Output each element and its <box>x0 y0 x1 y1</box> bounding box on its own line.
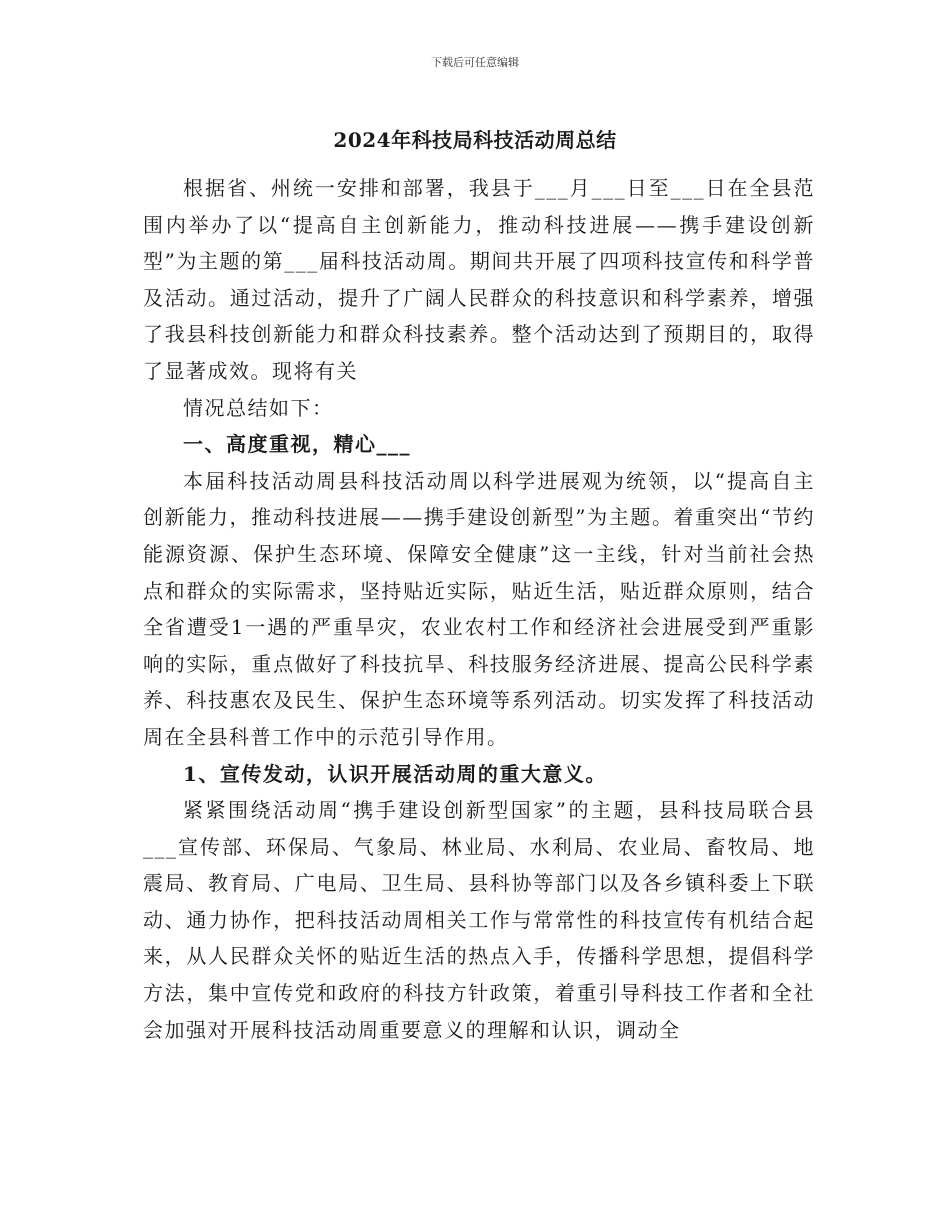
section-heading: 一、高度重视，精心___ <box>183 432 411 457</box>
body-paragraph: 紧紧围绕活动周“携手建设创新型国家”的主题，县科技局联合县___宣传部、环保局、气象局、林业局、水利局、农业局、畜牧局、地震局、教育局、广电局、卫生局、县科协等部门以及各乡镇科委上下联动、通力协作，把科技活动周相关工作与常常性的科技宣传有机结合起来，从人民群众关怀的贴近生活的热点入手，传播科学思想，提倡科学方法，集中宣传党和政府的科技方针政策，着重引导科技工作者和全社会加强对开展科技活动周重要意义的理解和认识，调动全 <box>143 798 815 1042</box>
section-heading: 1、宣传发动，认识开展活动周的重大意义。 <box>183 761 607 786</box>
body-paragraph: 根据省、州统一安排和部署，我县于___月___日至___日在全县范围内举办了以“提高自主创新能力，推动科技进展——携手建设创新型”为主题的第___届科技活动周。期间共开展了四项科技宣传和科学普及活动。通过活动，提升了广阔人民群众的科技意识和科学素养，增强了我县科技创新能力和群众科技素养。整个活动达到了预期目的，取得了显著成效。现将有关 <box>143 176 815 383</box>
body-paragraph: 本届科技活动周县科技活动周以科学进展观为统领，以“提高自主创新能力，推动科技进展——携手建设创新型”为主题。着重突出“节约能源资源、保护生态环境、保障安全健康”这一主线，针对当前社会热点和群众的实际需求，坚持贴近实际，贴近生活，贴近群众原则，结合全省遭受1一遇的严重旱灾，农业农村工作和经济社会进展受到严重影响的实际，重点做好了科技抗旱、科技服务经济进展、提高公民科学素养、科技惠农及民生、保护生态环境等系列活动。切实发挥了科技活动周在全县科普工作中的示范引导作用。 <box>143 468 815 749</box>
header-note: 下载后可任意编辑 <box>431 56 519 69</box>
document-body <box>143 170 815 1048</box>
document-title: 2024年科技局科技活动周总结 <box>333 128 617 152</box>
body-paragraph: 情况总结如下： <box>183 395 334 420</box>
